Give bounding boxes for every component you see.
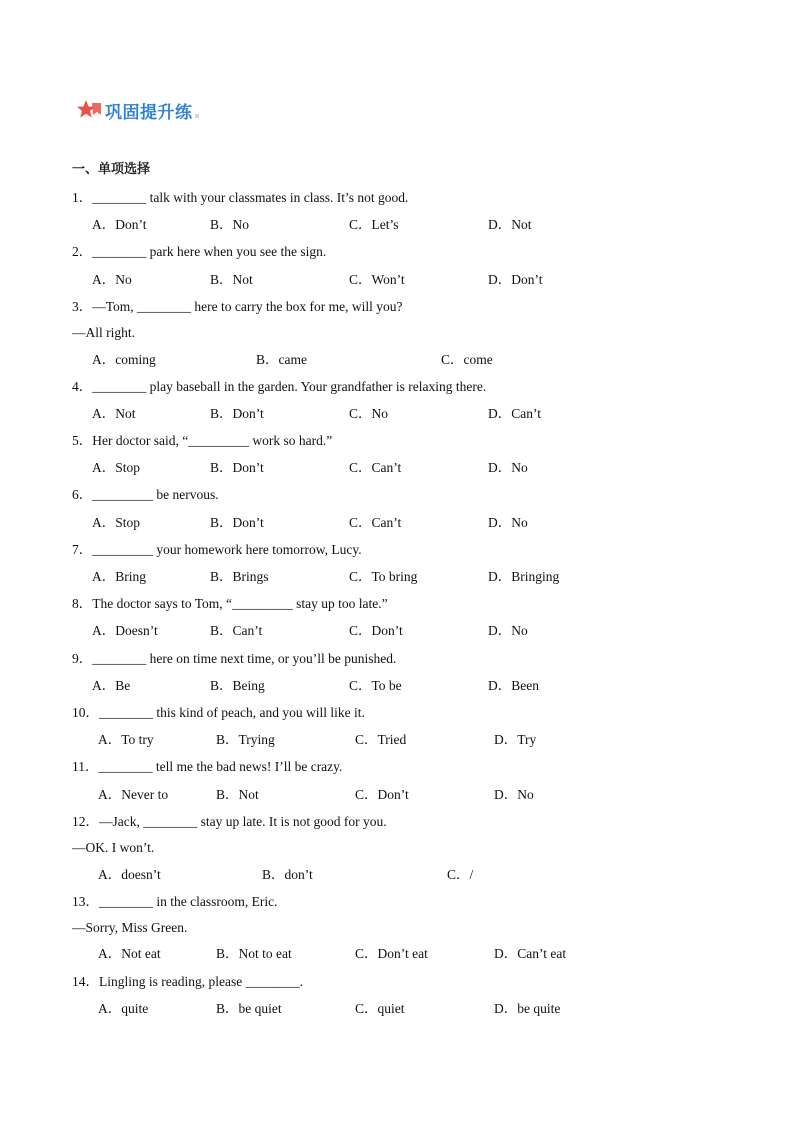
question-text: ________ park here when you see the sign.: [92, 244, 327, 260]
option-c[interactable]: C．Can’t: [349, 460, 402, 476]
question-text: _________ be nervous.: [92, 487, 219, 503]
question-text: The doctor says to Tom, “_________ stay up too late.”: [92, 596, 388, 612]
dialogue-reply: —Sorry, Miss Green.: [72, 919, 188, 935]
option-d[interactable]: D．Can’t eat: [494, 946, 567, 962]
option-c[interactable]: C．Don’t: [349, 623, 403, 639]
dialogue-reply: —OK. I won’t.: [72, 839, 155, 855]
question-list: [72, 184, 732, 1022]
option-d[interactable]: D．No: [494, 786, 534, 802]
option-a[interactable]: A．Stop: [92, 460, 141, 476]
star-ribbon-icon: [77, 99, 103, 121]
question-number: 7．: [72, 541, 93, 557]
option-row: [72, 400, 732, 427]
question-text: Her doctor said, “_________ work so hard.”: [92, 433, 333, 449]
option-row: [72, 995, 732, 1022]
option-d[interactable]: D．be quite: [494, 1000, 561, 1016]
option-a[interactable]: A．Not: [92, 405, 136, 421]
option-row: [72, 266, 732, 293]
option-c[interactable]: C．Can’t: [349, 514, 402, 530]
question-stem: [72, 645, 732, 672]
option-a[interactable]: A．quite: [98, 1000, 149, 1016]
question-stem: [72, 968, 732, 995]
option-a[interactable]: A．Not eat: [98, 946, 161, 962]
option-c[interactable]: C．To be: [349, 677, 402, 693]
option-d[interactable]: D．Don’t: [488, 271, 543, 287]
option-b[interactable]: B．don’t: [262, 866, 313, 882]
option-a[interactable]: A．doesn’t: [98, 866, 161, 882]
option-c[interactable]: C．To bring: [349, 569, 418, 585]
question-number: 5．: [72, 433, 93, 449]
option-b[interactable]: B．Not: [216, 786, 259, 802]
banner-decoration: [195, 114, 199, 118]
option-b[interactable]: B．Can’t: [210, 623, 263, 639]
option-b[interactable]: B．Not to eat: [216, 946, 292, 962]
question-text: ________ this kind of peach, and you will like it.: [99, 704, 365, 720]
question-text: _________ your homework here tomorrow, Lucy.: [92, 541, 362, 557]
option-row: [72, 346, 732, 373]
option-d[interactable]: D．Can’t: [488, 405, 541, 421]
option-b[interactable]: B．Trying: [216, 732, 275, 748]
option-b[interactable]: B．came: [256, 351, 307, 367]
option-c[interactable]: C．Don’t: [355, 786, 409, 802]
option-a[interactable]: A．Be: [92, 677, 131, 693]
option-c[interactable]: C．Let’s: [349, 217, 399, 233]
option-row: [72, 509, 732, 536]
option-row: [72, 211, 732, 238]
option-c[interactable]: C．/: [447, 866, 474, 882]
question-number: 14．: [72, 973, 99, 989]
option-a[interactable]: A．Doesn’t: [92, 623, 158, 639]
question-stem: [72, 699, 732, 726]
option-c[interactable]: C．Tried: [355, 732, 407, 748]
question-stem: [72, 184, 732, 211]
question-number: 12．: [72, 813, 99, 829]
question-text: ________ talk with your classmates in class. It’s not good.: [92, 190, 409, 205]
option-c[interactable]: C．Don’t eat: [355, 946, 428, 962]
option-b[interactable]: B．Being: [210, 677, 265, 693]
option-c[interactable]: C．come: [441, 351, 493, 367]
option-row: [72, 781, 732, 808]
option-c[interactable]: C．No: [349, 405, 389, 421]
question-number: 4．: [72, 378, 93, 394]
option-row: [72, 563, 732, 590]
question-text: —Tom, ________ here to carry the box for me, will you?: [92, 298, 403, 314]
question-number: 11．: [72, 759, 99, 775]
option-d[interactable]: D．Been: [488, 677, 539, 693]
question-number: 1．: [72, 190, 93, 205]
option-b[interactable]: B．Don’t: [210, 514, 264, 530]
option-d[interactable]: D．Bringing: [488, 569, 560, 585]
option-c[interactable]: C．Won’t: [349, 271, 405, 287]
option-b[interactable]: B．No: [210, 217, 250, 233]
question-text: —Jack, ________ stay up late. It is not good for you.: [99, 813, 387, 829]
option-b[interactable]: B．Not: [210, 271, 253, 287]
option-row: [72, 672, 732, 699]
option-row: [72, 617, 732, 644]
option-d[interactable]: D．No: [488, 623, 528, 639]
question-stem: [72, 888, 732, 915]
option-a[interactable]: A．To try: [98, 732, 154, 748]
option-a[interactable]: A．No: [92, 271, 132, 287]
question-number: 3．: [72, 298, 93, 314]
question-stem: [72, 753, 732, 780]
option-c[interactable]: C．quiet: [355, 1000, 405, 1016]
dialogue-reply: —All right.: [72, 324, 135, 340]
question-number: 13．: [72, 893, 99, 909]
question-number: 9．: [72, 650, 93, 666]
question-stem: [72, 808, 732, 835]
section-banner: [77, 98, 199, 122]
option-b[interactable]: B．Brings: [210, 569, 269, 585]
question-text: ________ tell me the bad news! I’ll be crazy.: [98, 759, 343, 775]
question-text: ________ play baseball in the garden. Your grandfather is relaxing there.: [92, 378, 487, 394]
option-b[interactable]: B．Don’t: [210, 405, 264, 421]
question-stem: [72, 590, 732, 617]
option-row: [72, 726, 732, 753]
option-d[interactable]: D．Try: [494, 732, 537, 748]
question-text: ________ in the classroom, Eric.: [99, 893, 278, 909]
question-stem: [72, 238, 732, 265]
question-stem: [72, 293, 732, 320]
question-text: Lingling is reading, please ________.: [99, 973, 303, 989]
question-stem: [72, 373, 732, 400]
question-number: 6．: [72, 487, 93, 503]
option-row: [72, 454, 732, 481]
section-title: 一、单项选择: [72, 162, 151, 177]
question-text: ________ here on time next time, or you’ll be punished.: [92, 650, 397, 666]
option-row: [72, 861, 732, 888]
banner-title: 巩固提升练: [105, 102, 193, 123]
option-d[interactable]: D．No: [488, 460, 528, 476]
question-number: 8．: [72, 596, 93, 612]
option-a[interactable]: A．Stop: [92, 514, 141, 530]
option-a[interactable]: A．Never to: [98, 786, 169, 802]
question-stem: [72, 427, 732, 454]
option-a[interactable]: A．Don’t: [92, 217, 147, 233]
question-stem: [72, 536, 732, 563]
option-d[interactable]: D．No: [488, 514, 528, 530]
option-b[interactable]: B．Don’t: [210, 460, 264, 476]
option-a[interactable]: A．Bring: [92, 569, 146, 585]
option-d[interactable]: D．Not: [488, 217, 532, 233]
option-row: [72, 940, 732, 967]
question-stem: [72, 481, 732, 508]
option-a[interactable]: A．coming: [92, 351, 156, 367]
option-b[interactable]: B．be quiet: [216, 1000, 282, 1016]
question-number: 2．: [72, 244, 93, 260]
question-number: 10．: [72, 704, 99, 720]
